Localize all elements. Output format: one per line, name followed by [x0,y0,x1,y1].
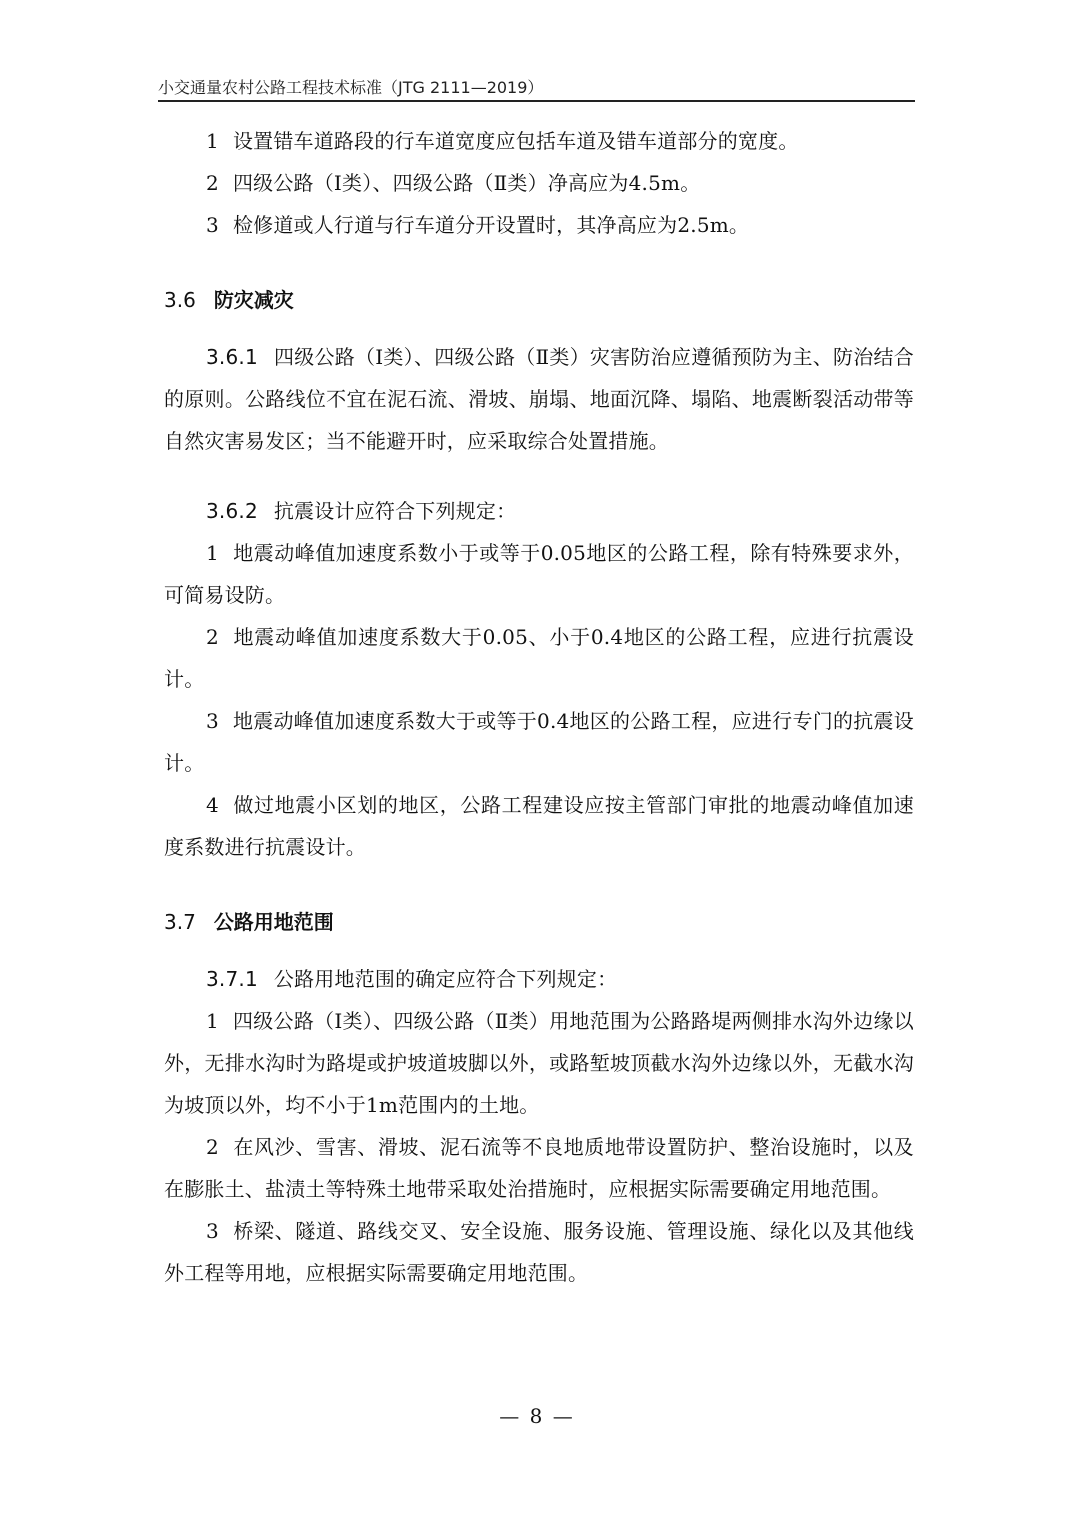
list-item [164,162,914,204]
item-text: 地震动峰值加速度系数小于或等于0.05地区的公路工程，除有特殊要求外，可简易设防。 [164,541,914,607]
item-text: 地震动峰值加速度系数大于或等于0.4地区的公路工程，应进行专门的抗震设计。 [164,709,914,775]
list-item [164,204,914,246]
clause-number: 3.6.1 [206,345,258,369]
page-body [164,120,914,1294]
clause-text: 抗震设计应符合下列规定： [273,499,517,523]
header-rule [158,100,915,102]
item-text: 四级公路（Ⅰ类）、四级公路（Ⅱ类）净高应为4.5m。 [232,171,701,195]
item-number: 1 [206,541,219,565]
item-number: 2 [206,625,219,649]
item-text: 在风沙、雪害、滑坡、泥石流等不良地质地带设置防护、整治设施时，以及在膨胀土、盐渍土等特殊土地带采取处治措施时，应根据实际需要确定用地范围。 [164,1135,914,1201]
item-text: 地震动峰值加速度系数大于0.05、小于0.4地区的公路工程，应进行抗震设计。 [164,625,914,691]
list-item [164,532,914,616]
section-heading-3-7 [164,908,914,936]
item-number: 1 [206,129,219,153]
clause-number: 3.6.2 [206,499,258,523]
item-number: 1 [206,1009,219,1033]
list-item [164,784,914,868]
running-header: 小交通量农村公路工程技术标准（JTG 2111—2019） [158,78,544,97]
section-heading-3-6 [164,286,914,314]
item-text: 检修道或人行道与行车道分开设置时，其净高应为2.5m。 [232,213,750,237]
item-number: 3 [206,213,219,237]
item-text: 做过地震小区划的地区，公路工程建设应按主管部门审批的地震动峰值加速度系数进行抗震设计。 [164,793,914,859]
clause-3-7-1 [164,958,914,1000]
item-text: 设置错车道路段的行车道宽度应包括车道及错车道部分的宽度。 [232,129,799,153]
clause-number: 3.7.1 [206,967,258,991]
clause-text: 四级公路（Ⅰ类）、四级公路（Ⅱ类）灾害防治应遵循预防为主、防治结合的原则。公路线位不宜在泥石流、滑坡、崩塌、地面沉降、塌陷、地震断裂活动带等自然灾害易发区；当不能避开时，应采取综合处置措施。 [164,345,914,453]
list-item [164,1000,914,1126]
section-title: 防灾减灾 [213,288,294,312]
list-item [164,1126,914,1210]
clause-3-6-1 [164,336,914,462]
item-text: 桥梁、隧道、路线交叉、安全设施、服务设施、管理设施、绿化以及其他线外工程等用地，应根据实际需要确定用地范围。 [164,1219,914,1285]
section-number: 3.6 [164,288,196,312]
list-item [164,700,914,784]
clause-text: 公路用地范围的确定应符合下列规定： [273,967,618,991]
item-number: 4 [206,793,219,817]
clause-3-6-2 [164,490,914,532]
section-number: 3.7 [164,910,196,934]
item-number: 2 [206,1135,219,1159]
list-item [164,616,914,700]
item-number: 3 [206,709,219,733]
page-number: — 8 — [499,1404,575,1428]
item-text: 四级公路（Ⅰ类）、四级公路（Ⅱ类）用地范围为公路路堤两侧排水沟外边缘以外，无排水沟时为路堤或护坡道坡脚以外，或路堑坡顶截水沟外边缘以外，无截水沟为坡顶以外，均不小于1m范围内的土地。 [164,1009,914,1117]
section-title: 公路用地范围 [213,910,334,934]
item-number: 3 [206,1219,219,1243]
list-item [164,120,914,162]
item-number: 2 [206,171,219,195]
list-item [164,1210,914,1294]
